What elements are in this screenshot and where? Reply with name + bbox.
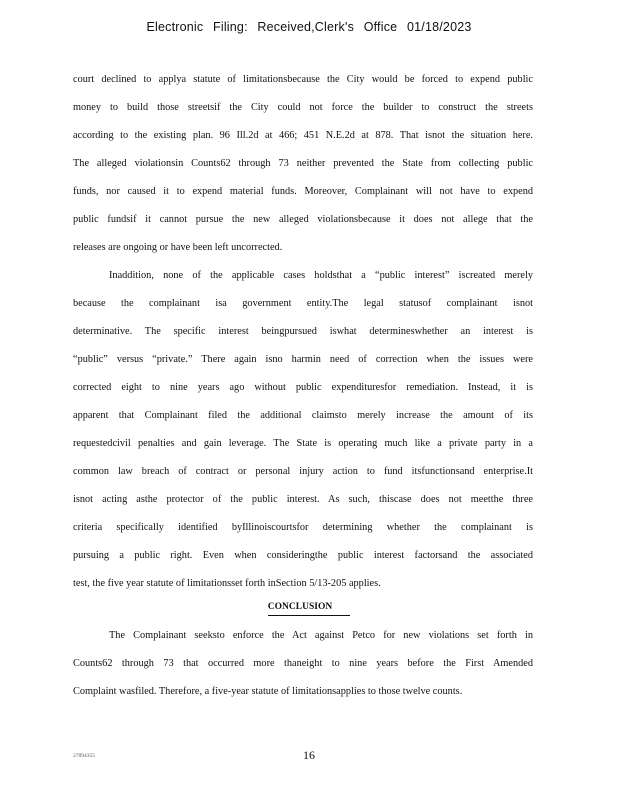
text-line: “public” versus “private.” There again isno harmin need of correction when the issues were [73, 354, 533, 365]
text-line: isnot acting asthe protector of the public interest. As such, thiscase does not meetthe three [73, 494, 533, 505]
text-line: apparent that Complainant filed the additional claimsto merely increase the amount of its [73, 410, 533, 421]
conclusion-heading [0, 600, 618, 616]
paragraph-public-interest [73, 262, 533, 598]
text-line: pursuing a public right. Even when consideringthe public interest factorsand the associated [73, 550, 533, 561]
text-line: Inaddition, none of the applicable cases holdsthat a “public interest” iscreated merely [109, 270, 533, 281]
text-line: criteria specifically identified byIllinoiscourtsfor determining whether the complainant is [73, 522, 533, 533]
text-line: requestedcivil penalties and gain leverage. The State is operating much like a private party in a [73, 438, 533, 449]
text-line: determinative. The specific interest beingpursued iswhat determineswhether an interest is [73, 326, 533, 337]
text-line: funds, nor caused it to expend material funds. Moreover, Complainant will not have to expend [73, 186, 533, 197]
page-number: 16 [303, 748, 315, 762]
text-line: Complaint wasfiled. Therefore, a five-year statute of limitationsapplies to those twelve counts. [73, 686, 463, 697]
text-line: The alleged violationsin Counts62 through 73 neither prevented the State from collecting public [73, 158, 533, 169]
text-line: The Complainant seeksto enforce the Act against Petco for new violations set forth in [109, 630, 533, 641]
text-line: because the complainant isa government entity.The legal statusof complainant isnot [73, 298, 533, 309]
conclusion-heading-text: CONCLUSION [268, 600, 350, 616]
text-line: court declined to applya statute of limitationsbecause the City would be forced to expend public [73, 74, 533, 85]
text-line: test, the five year statute of limitationsset forth inSection 5/13-205 applies. [73, 578, 381, 589]
text-line: money to build those streetsif the City could not force the builder to construct the streets [73, 102, 533, 113]
text-line: public fundsif it cannot pursue the new alleged violationsbecause it does not allege that the [73, 214, 533, 225]
paragraph-conclusion [73, 622, 533, 706]
paragraph-limitations [73, 66, 533, 262]
text-line: Counts62 through 73 that occurred more thaneight to nine years before the First Amended [73, 658, 533, 669]
text-line: common law breach of contract or personal injury action to fund itsfunctionsand enterprise.It [73, 466, 533, 477]
text-line: according to the existing plan. 96 Ill.2d at 466; 451 N.E.2d at 878. That isnot the situation here. [73, 130, 533, 141]
text-line: corrected eight to nine years ago without public expendituresfor remediation. Instead, it is [73, 382, 533, 393]
filing-stamp-header: Electronic Filing: Received,Clerk's Office 01/18/2023 [146, 20, 472, 34]
document-id: 27894355 [73, 753, 95, 759]
text-line: releases are ongoing or have been left uncorrected. [73, 242, 283, 253]
